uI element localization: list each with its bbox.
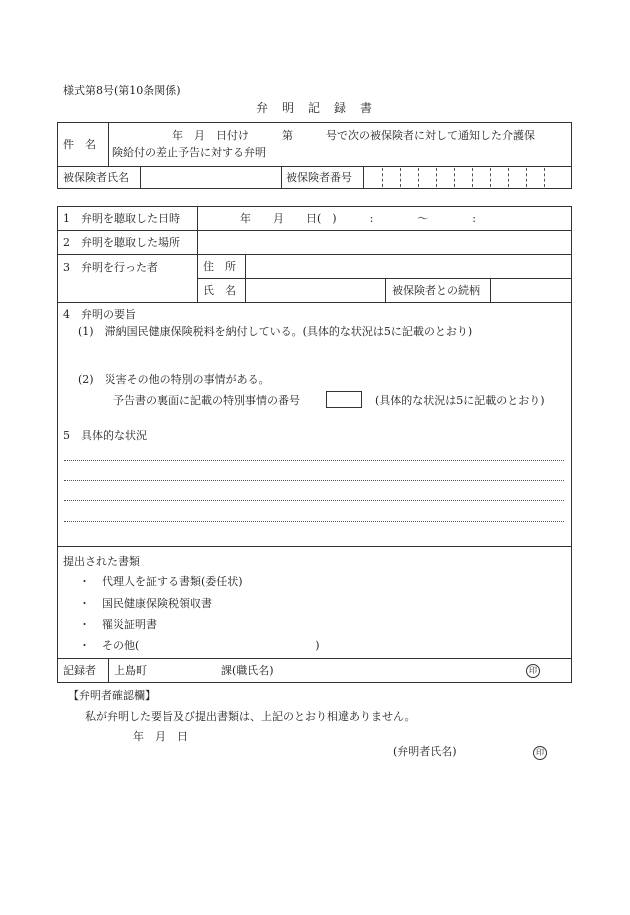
- insured-name-field[interactable]: [142, 168, 279, 187]
- documents-heading: 提出された書類: [63, 555, 140, 568]
- address-label: 住 所: [203, 260, 236, 273]
- recorder-seal-icon: 印: [526, 664, 540, 678]
- situation-line[interactable]: [64, 521, 564, 522]
- signer-name-field[interactable]: [470, 743, 520, 759]
- hearing-datetime-label: 1 弁明を聴取した日時: [63, 212, 180, 225]
- situation-line[interactable]: [64, 500, 564, 501]
- gist-item-2: (2) 災害その他の特別の事情がある。: [78, 373, 270, 386]
- hearing-place-field[interactable]: [199, 232, 570, 252]
- document-bullet: ・: [79, 618, 90, 631]
- form-number: 様式第8号(第10条関係): [63, 84, 181, 97]
- insured-number-label: 被保険者番号: [286, 171, 352, 184]
- document-item-disaster-certificate: 罹災証明書: [102, 618, 157, 631]
- address-field[interactable]: [247, 256, 570, 276]
- document-bullet: ・: [79, 639, 90, 652]
- signer-name-label: (弁明者氏名): [393, 745, 457, 758]
- subject-label: 件 名: [63, 138, 96, 151]
- special-circumstance-label: 予告書の裏面に記載の特別事情の番号: [113, 394, 300, 407]
- subject-text-line2: 険給付の差止予告に対する弁明: [112, 146, 266, 159]
- situation-line[interactable]: [64, 480, 564, 481]
- gist-heading: 4 弁明の要旨: [63, 308, 136, 321]
- insured-name-label: 被保険者氏名: [63, 171, 129, 184]
- situation-heading: 5 具体的な状況: [63, 429, 147, 442]
- recorder-dept: 課(職氏名): [221, 664, 274, 677]
- gist-item-1: (1) 滞納国民健康保険税料を納付している。(具体的な状況は5に記載のとおり): [78, 325, 473, 338]
- document-item-power-of-attorney: 代理人を証する書類(委任状): [102, 575, 243, 588]
- document-title: 弁 明 記 録 書: [256, 101, 374, 115]
- relationship-field[interactable]: [492, 280, 570, 300]
- recorder-label: 記録者: [63, 664, 96, 677]
- document-bullet: ・: [79, 575, 90, 588]
- relationship-label: 被保険者との続柄: [392, 284, 480, 297]
- name-label: 氏 名: [203, 284, 236, 297]
- recorder-town: 上島町: [114, 664, 147, 677]
- hearing-datetime-field[interactable]: 年 月 日( ) : 〜 :: [240, 212, 476, 225]
- respondent-label: 3 弁明を行った者: [63, 261, 158, 274]
- situation-line[interactable]: [64, 460, 564, 461]
- confirmation-date: 年 月 日: [133, 730, 188, 743]
- document-bullet: ・: [79, 597, 90, 610]
- confirmation-heading: 【弁明者確認欄】: [68, 689, 156, 702]
- signer-seal-icon: 印: [533, 746, 547, 760]
- special-circumstance-note: (具体的な状況は5に記載のとおり): [375, 394, 545, 407]
- name-field[interactable]: [247, 280, 383, 300]
- document-item-other: その他( ): [102, 639, 320, 652]
- confirmation-statement: 私が弁明した要旨及び提出書類は、上記のとおり相違ありません。: [85, 710, 416, 723]
- document-item-tax-receipt: 国民健康保険税領収書: [102, 597, 212, 610]
- subject-text-line1: 年 月 日付け 第 号で次の被保険者に対して通知した介護保: [172, 129, 535, 142]
- hearing-place-label: 2 弁明を聴取した場所: [63, 236, 180, 249]
- special-circumstance-number-box[interactable]: [326, 391, 362, 408]
